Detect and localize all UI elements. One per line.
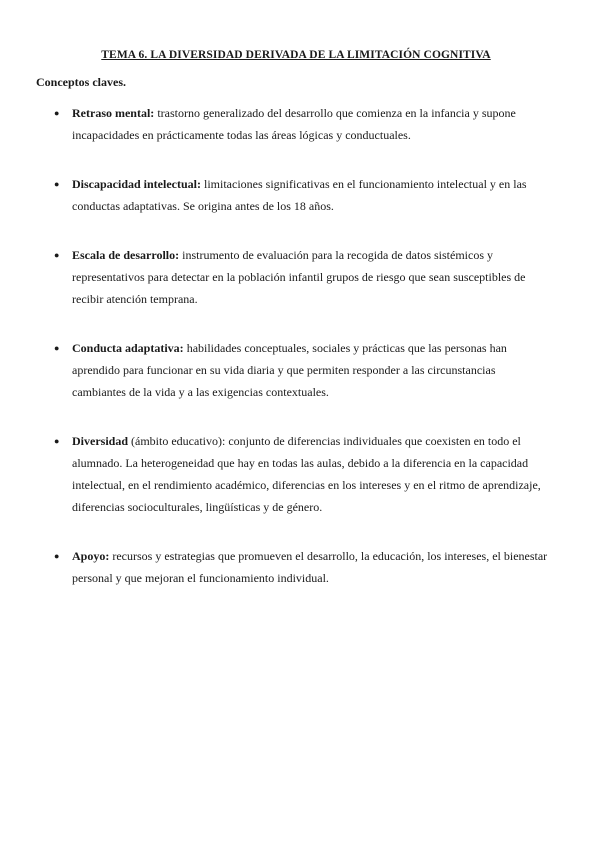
concept-term: Retraso mental: xyxy=(72,106,155,120)
list-item xyxy=(36,337,552,403)
list-item xyxy=(36,102,552,146)
document-title: TEMA 6. LA DIVERSIDAD DERIVADA DE LA LIMITACIÓN COGNITIVA xyxy=(101,49,491,61)
concept-definition: : conjunto de diferencias individuales que coexisten en todo el alumnado. La heterogeneidad que hay en todas las aulas, debido a la diferencia en la capacidad intelectual, en el rendimiento académico, diferencias en los intereses y en el ritmo de aprendizaje, diferencias socioculturales, lingüísticas y de género. xyxy=(72,434,541,514)
concept-definition: trastorno generalizado del desarrollo que comienza en la infancia y supone incapacidades en prácticamente todas las áreas lógicas y conductuales. xyxy=(72,106,516,142)
concept-definition: habilidades conceptuales, sociales y prácticas que las personas han aprendido para funcionar en su vida diaria y que permiten responder a las circunstancias cambiantes de la vida y a las exigencias contextuales. xyxy=(72,341,507,399)
list-item xyxy=(36,430,552,518)
bullet-icon: ● xyxy=(54,108,60,118)
concept-term: Apoyo: xyxy=(72,549,110,563)
concept-term: Escala de desarrollo: xyxy=(72,248,180,262)
section-heading: Conceptos claves. xyxy=(36,75,126,89)
concept-definition: limitaciones significativas en el funcionamiento intelectual y en las conductas adaptativas. Se origina antes de los 18 años. xyxy=(72,177,527,213)
concept-definition: instrumento de evaluación para la recogida de datos sistémicos y representativos para detectar en la población infantil grupos de riesgo que sean susceptibles de recibir atención temprana. xyxy=(72,248,526,306)
concept-term-suffix: (ámbito educativo) xyxy=(128,434,222,448)
concept-term: Diversidad xyxy=(72,434,129,448)
concept-term: Discapacidad intelectual: xyxy=(72,177,201,191)
concept-term: Conducta adaptativa: xyxy=(72,341,184,355)
concept-list xyxy=(36,102,552,589)
concept-definition: recursos y estrategias que promueven el desarrollo, la educación, los intereses, el bienestar personal y que mejoran el funcionamiento individual. xyxy=(72,549,548,585)
list-item xyxy=(36,244,552,310)
bullet-icon: ● xyxy=(54,551,60,561)
bullet-icon: ● xyxy=(54,343,60,353)
bullet-icon: ● xyxy=(54,179,60,189)
list-item xyxy=(36,545,552,589)
list-item xyxy=(36,173,552,217)
bullet-icon: ● xyxy=(54,250,60,260)
bullet-icon: ● xyxy=(54,436,60,446)
